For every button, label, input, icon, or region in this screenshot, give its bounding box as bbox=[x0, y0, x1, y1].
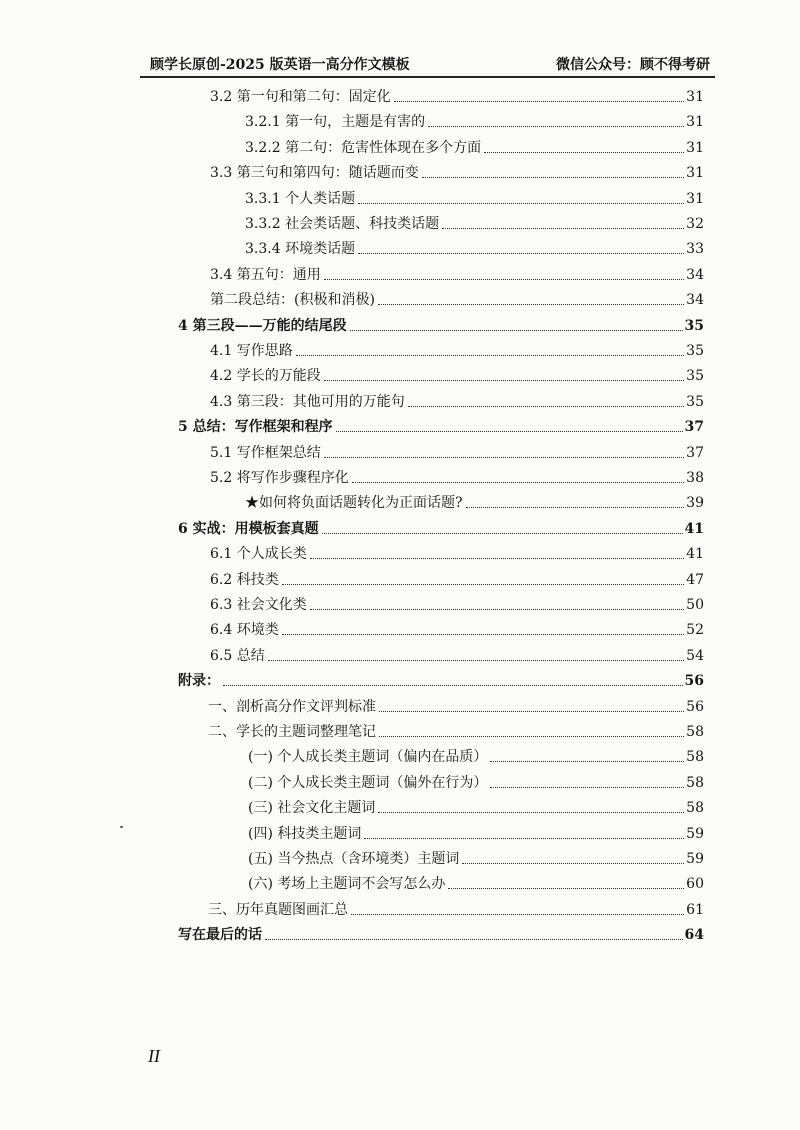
toc-entry-title: 3.3.2 社会类话题、科技类话题 bbox=[245, 216, 440, 232]
toc-entry-title: 第二段总结：(积极和消极) bbox=[210, 292, 375, 308]
toc-entry-title: 3.3 第三句和第四句：随话题而变 bbox=[210, 165, 419, 181]
scan-speck bbox=[120, 826, 123, 828]
toc-entry-page: 37 bbox=[686, 445, 704, 461]
toc-entry-page: 52 bbox=[686, 622, 704, 638]
toc-entry-title: (一) 个人成长类主题词（偏内在品质） bbox=[248, 749, 488, 765]
toc-entry-title: 6 实战：用模板套真题 bbox=[178, 521, 319, 537]
toc-entry-page: 56 bbox=[686, 699, 704, 715]
dot-leader bbox=[351, 913, 684, 915]
dot-leader bbox=[448, 887, 684, 889]
toc-entry[interactable] bbox=[178, 668, 704, 690]
toc-entry-title: 6.1 个人成长类 bbox=[210, 546, 307, 562]
toc-entry-title: (三) 社会文化主题词 bbox=[248, 800, 376, 816]
toc-entry-page: 58 bbox=[686, 775, 704, 791]
dot-leader bbox=[324, 278, 684, 280]
toc-entry[interactable] bbox=[210, 592, 704, 614]
header-title: 顾学长原创-2025 版英语一高分作文模板 bbox=[150, 57, 410, 73]
toc-entry[interactable] bbox=[245, 211, 704, 233]
dot-leader bbox=[350, 329, 683, 331]
toc-entry-page: 35 bbox=[686, 394, 704, 410]
page-number-roman: II bbox=[148, 1046, 160, 1066]
toc-entry-title: 3.3.1 个人类话题 bbox=[245, 191, 356, 207]
toc-entry-page: 47 bbox=[686, 572, 704, 588]
toc-entry-title: 3.4 第五句：通用 bbox=[210, 267, 321, 283]
toc-entry-title: 4.1 写作思路 bbox=[210, 343, 293, 359]
toc-entry-page: 31 bbox=[686, 89, 704, 105]
dot-leader bbox=[378, 811, 684, 813]
dot-leader bbox=[462, 862, 684, 864]
page-header bbox=[150, 48, 710, 74]
toc-entry-title: 3.3.4 环境类话题 bbox=[245, 241, 356, 257]
dot-leader bbox=[484, 151, 684, 153]
toc-entry[interactable] bbox=[208, 719, 704, 741]
toc-entry[interactable] bbox=[208, 694, 704, 716]
toc-entry-page: 64 bbox=[684, 927, 704, 943]
toc-entry[interactable] bbox=[178, 313, 704, 335]
toc-entry-page: 34 bbox=[686, 267, 704, 283]
toc-entry[interactable] bbox=[178, 922, 704, 944]
toc-entry-title: (五) 当今热点（含环境类）主题词 bbox=[248, 851, 460, 867]
toc-entry-page: 50 bbox=[686, 597, 704, 613]
toc-entry[interactable] bbox=[245, 135, 704, 157]
toc-entry-title: 写在最后的话 bbox=[178, 927, 262, 943]
toc-entry-page: 58 bbox=[686, 800, 704, 816]
toc-entry-page: 35 bbox=[686, 368, 704, 384]
toc-entry[interactable] bbox=[210, 287, 704, 309]
dot-leader bbox=[310, 557, 684, 559]
toc-entry-page: 59 bbox=[686, 851, 704, 867]
dot-leader bbox=[282, 583, 684, 585]
toc-entry-title: 4.2 学长的万能段 bbox=[210, 368, 321, 384]
toc-entry[interactable] bbox=[208, 897, 704, 919]
dot-leader bbox=[408, 405, 684, 407]
toc-entry-page: 38 bbox=[686, 470, 704, 486]
toc-entry-title: 4 第三段——万能的结尾段 bbox=[178, 318, 347, 334]
toc-entry-title: 4.3 第三段：其他可用的万能句 bbox=[210, 394, 405, 410]
toc-entry-page: 35 bbox=[684, 318, 704, 334]
toc-entry-title: 5.1 写作框架总结 bbox=[210, 445, 321, 461]
toc-entry-page: 61 bbox=[686, 902, 704, 918]
dot-leader bbox=[379, 735, 684, 737]
toc-entry[interactable] bbox=[248, 871, 704, 893]
dot-leader bbox=[358, 202, 684, 204]
dot-leader bbox=[322, 532, 683, 534]
toc-entry[interactable] bbox=[245, 109, 704, 131]
toc-entry-title: 三、历年真题图画汇总 bbox=[208, 902, 348, 918]
dot-leader bbox=[324, 379, 684, 381]
toc-entry-page: 31 bbox=[686, 191, 704, 207]
toc-entry-title: 3.2.1 第一句，主题是有害的 bbox=[245, 114, 426, 130]
toc-entry[interactable] bbox=[245, 490, 704, 512]
toc-entry-page: 31 bbox=[686, 140, 704, 156]
dot-leader bbox=[490, 760, 684, 762]
toc-entry-page: 58 bbox=[686, 724, 704, 740]
toc-entry[interactable] bbox=[210, 567, 704, 589]
dot-leader bbox=[358, 252, 684, 254]
toc-entry[interactable] bbox=[210, 617, 704, 639]
toc-entry[interactable] bbox=[178, 414, 704, 436]
dot-leader bbox=[490, 786, 684, 788]
toc-entry[interactable] bbox=[178, 516, 704, 538]
toc-entry[interactable] bbox=[245, 186, 704, 208]
toc-entry[interactable] bbox=[248, 770, 704, 792]
toc-entry-title: (六) 考场上主题词不会写怎么办 bbox=[248, 876, 446, 892]
toc-entry-title: (二) 个人成长类主题词（偏外在行为） bbox=[248, 775, 488, 791]
dot-leader bbox=[296, 354, 684, 356]
dot-leader bbox=[324, 456, 684, 458]
toc-entry-page: 32 bbox=[686, 216, 704, 232]
dot-leader bbox=[336, 430, 683, 432]
toc-entry[interactable] bbox=[210, 160, 704, 182]
toc-entry[interactable] bbox=[210, 440, 704, 462]
toc-entry-title: 3.2 第一句和第二句：固定化 bbox=[210, 89, 391, 105]
toc-entry-title: 6.4 环境类 bbox=[210, 622, 279, 638]
toc-entry[interactable] bbox=[210, 643, 704, 665]
dot-leader bbox=[379, 710, 684, 712]
dot-leader bbox=[428, 125, 684, 127]
header-rule bbox=[140, 76, 715, 78]
toc-entry[interactable] bbox=[210, 338, 704, 360]
toc-entry-page: 37 bbox=[684, 419, 704, 435]
toc-entry-page: 33 bbox=[686, 241, 704, 257]
toc-entry-page: 41 bbox=[686, 546, 704, 562]
dot-leader bbox=[223, 684, 683, 686]
toc-entry-title: 一、剖析高分作文评判标准 bbox=[208, 699, 376, 715]
toc-entry[interactable] bbox=[248, 846, 704, 868]
toc-entry-title: 6.5 总结 bbox=[210, 648, 265, 664]
toc-entry-page: 59 bbox=[686, 826, 704, 842]
toc-entry[interactable] bbox=[210, 541, 704, 563]
toc-entry-page: 35 bbox=[686, 343, 704, 359]
toc-entry[interactable] bbox=[248, 821, 704, 843]
toc-entry[interactable] bbox=[210, 84, 704, 106]
toc-entry[interactable] bbox=[210, 465, 704, 487]
toc-entry-title: (四) 科技类主题词 bbox=[248, 826, 362, 842]
toc-entry-page: 58 bbox=[686, 749, 704, 765]
toc-entry-title: 5.2 将写作步骤程序化 bbox=[210, 470, 349, 486]
toc-entry-page: 56 bbox=[684, 673, 704, 689]
dot-leader bbox=[268, 659, 684, 661]
toc-entry-title: 6.3 社会文化类 bbox=[210, 597, 307, 613]
dot-leader bbox=[364, 837, 684, 839]
dot-leader bbox=[442, 227, 684, 229]
toc-entry[interactable] bbox=[210, 363, 704, 385]
toc-entry-page: 31 bbox=[686, 165, 704, 181]
toc-entry[interactable] bbox=[245, 236, 704, 258]
toc-entry[interactable] bbox=[210, 262, 704, 284]
toc-entry[interactable] bbox=[248, 744, 704, 766]
dot-leader bbox=[378, 303, 684, 305]
toc-entry[interactable] bbox=[210, 389, 704, 411]
dot-leader bbox=[394, 100, 684, 102]
toc-entry-title: ★如何将负面话题转化为正面话题? bbox=[245, 495, 463, 511]
dot-leader bbox=[352, 481, 684, 483]
toc-entry-title: 3.2.2 第二句：危害性体现在多个方面 bbox=[245, 140, 482, 156]
toc-entry-page: 39 bbox=[686, 495, 704, 511]
toc-entry-title: 5 总结：写作框架和程序 bbox=[178, 419, 333, 435]
header-wechat: 微信公众号：顾不得考研 bbox=[556, 57, 710, 73]
dot-leader bbox=[466, 506, 685, 508]
toc-entry-title: 附录： bbox=[178, 673, 220, 689]
dot-leader bbox=[282, 633, 684, 635]
toc-entry-title: 6.2 科技类 bbox=[210, 572, 279, 588]
toc-entry-page: 54 bbox=[686, 648, 704, 664]
toc-entry-page: 31 bbox=[686, 114, 704, 130]
toc-entry-title: 二、学长的主题词整理笔记 bbox=[208, 724, 376, 740]
dot-leader bbox=[310, 608, 684, 610]
toc-entry-page: 34 bbox=[686, 292, 704, 308]
dot-leader bbox=[265, 938, 683, 940]
toc-entry[interactable] bbox=[248, 795, 704, 817]
dot-leader bbox=[422, 176, 684, 178]
toc-entry-page: 60 bbox=[686, 876, 704, 892]
toc-entry-page: 41 bbox=[684, 521, 704, 537]
